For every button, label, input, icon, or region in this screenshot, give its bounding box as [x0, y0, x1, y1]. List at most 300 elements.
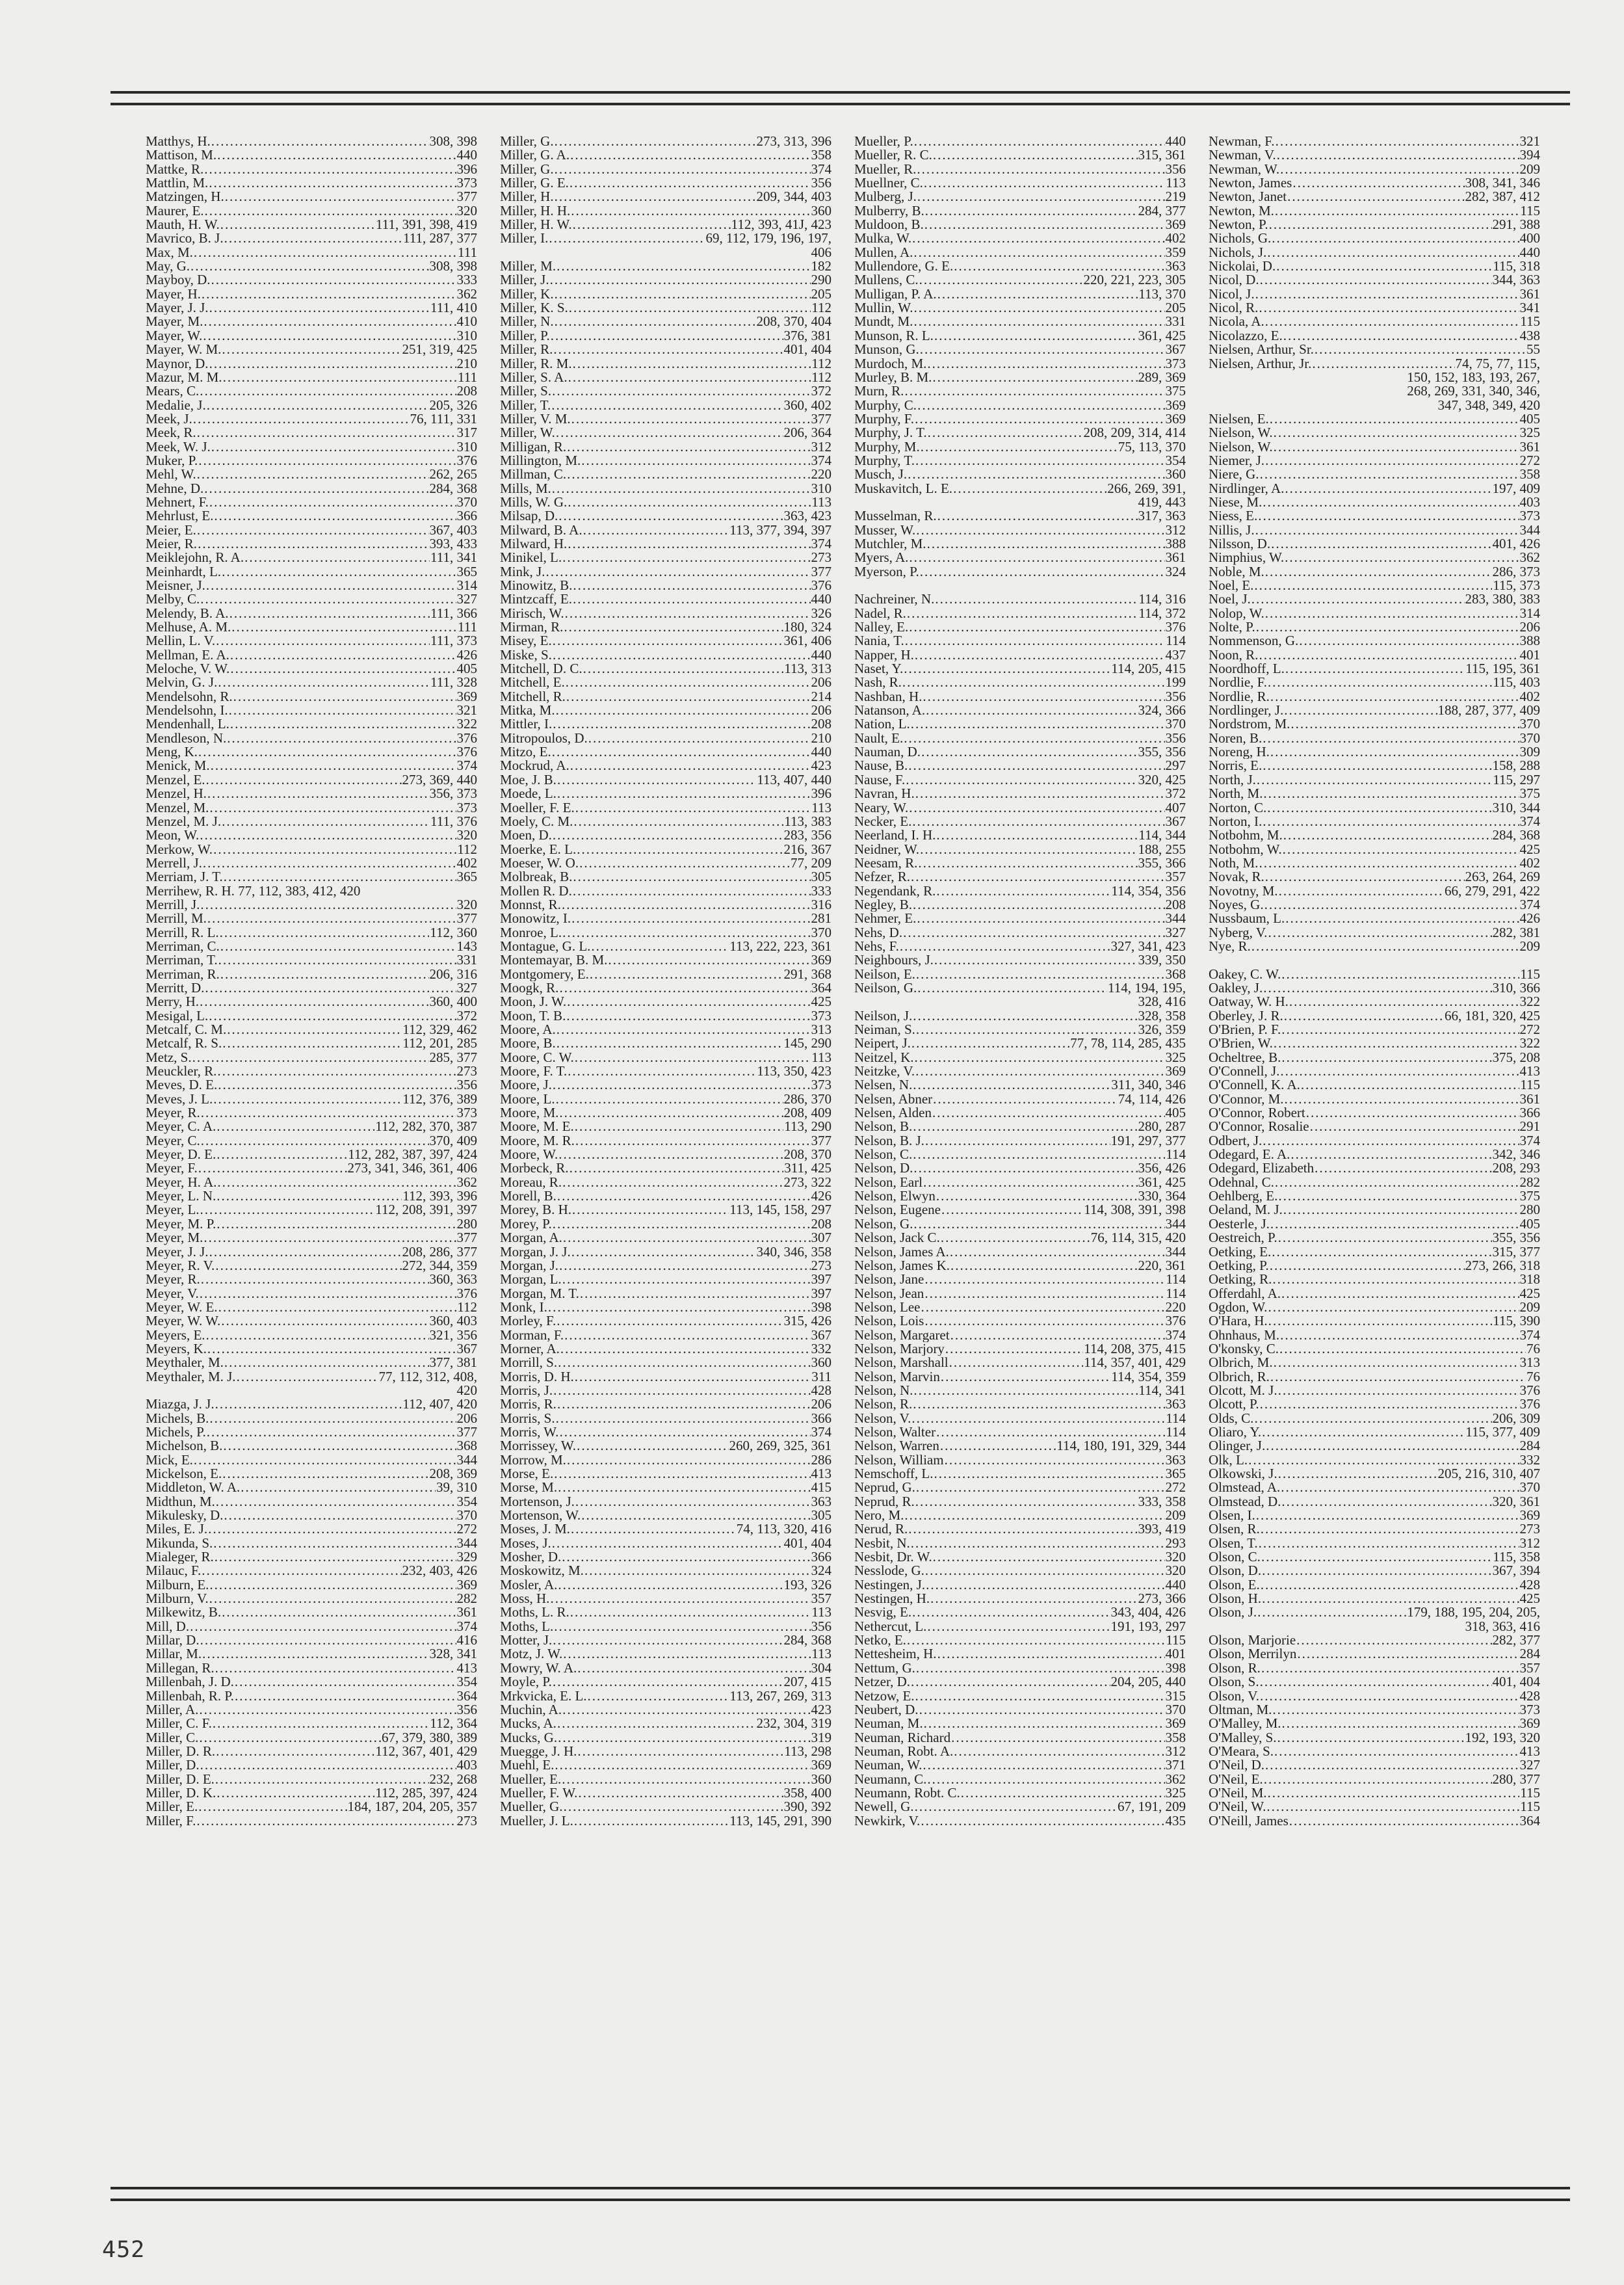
entry-pages: 113, 350, 423: [757, 1064, 832, 1079]
entry-name: Muldoon, B.: [854, 218, 924, 232]
entry-name: Nielson, W.: [1209, 426, 1273, 440]
entry-pages: 419, 443: [1138, 495, 1186, 510]
dot-leader: [216, 1148, 347, 1161]
dot-leader: [566, 676, 811, 689]
dot-leader: [927, 537, 1165, 551]
entry-pages: 360, 403: [429, 1314, 477, 1328]
dot-leader: [1281, 968, 1519, 981]
index-entry: [146, 537, 477, 551]
dot-leader: [915, 787, 1165, 800]
entry-name: Morris, J.: [500, 1383, 553, 1398]
index-entry: [500, 1800, 832, 1814]
index-entry: [500, 1731, 832, 1745]
entry-name: Miller, G.: [500, 135, 554, 149]
entry-pages: 320: [1165, 1550, 1186, 1565]
index-entry: [1209, 1689, 1540, 1703]
entry-name: Nordlinger, J.: [1209, 704, 1284, 718]
index-entry: [146, 551, 477, 564]
index-entry: [146, 1064, 477, 1078]
index-entry: [146, 1189, 477, 1203]
entry-pages: 332: [1519, 1453, 1540, 1467]
dot-leader: [557, 1023, 811, 1037]
entry-pages: 232, 304, 319: [756, 1717, 832, 1731]
index-entry: [1209, 301, 1540, 315]
dot-leader: [194, 246, 457, 259]
index-entry: [146, 1522, 477, 1536]
index-entry: [1209, 1176, 1540, 1189]
dot-leader: [577, 1745, 783, 1758]
entry-name: Nordstrom, M.: [1209, 717, 1290, 732]
index-entry: [854, 1037, 1186, 1050]
dot-leader: [573, 357, 811, 371]
entry-pages: 115, 195, 361: [1465, 662, 1540, 676]
entry-name: Neprud, G.: [854, 1481, 915, 1495]
entry-pages: 74, 113, 320, 416: [736, 1522, 832, 1537]
dot-leader: [216, 1217, 456, 1231]
dot-leader: [1274, 1356, 1519, 1369]
entry-pages: 359: [1165, 245, 1186, 260]
entry-pages: 371: [1165, 1758, 1186, 1773]
index-entry: [500, 607, 832, 620]
entry-pages: 312: [1519, 1536, 1540, 1551]
entry-pages: 67, 191, 209: [1118, 1800, 1186, 1814]
index-entry: [854, 1370, 1186, 1384]
dot-leader: [920, 343, 1165, 356]
entry-name: O'Connor, M.: [1209, 1092, 1284, 1107]
entry-pages: 428: [1519, 1578, 1540, 1592]
entry-name: Morris, D. H.: [500, 1369, 574, 1384]
index-entry: [854, 1689, 1186, 1703]
entry-name: Morrow, M.: [500, 1453, 566, 1467]
entry-pages: 377: [456, 912, 477, 926]
dot-leader: [1278, 1384, 1519, 1397]
entry-pages: 282: [1519, 1175, 1540, 1190]
dot-leader: [1277, 1731, 1465, 1745]
entry-name: O'Neil, M.: [1209, 1786, 1267, 1801]
dot-leader: [567, 468, 810, 481]
index-entry: [146, 1051, 477, 1064]
entry-pages: 310: [811, 481, 832, 495]
dot-leader: [915, 1800, 1117, 1814]
index-entry: [854, 1064, 1186, 1078]
entry-pages: 114, 372: [1138, 606, 1186, 621]
entry-name: Meyer, R. V.: [146, 1258, 215, 1273]
entry-name: Meisner, J.: [146, 579, 205, 593]
dot-leader: [1285, 482, 1491, 495]
entry-name: Meyers, K.: [146, 1341, 207, 1356]
index-entry: [1209, 273, 1540, 287]
index-entry: [500, 1231, 832, 1245]
entry-pages: 311, 425: [784, 1161, 832, 1176]
entry-pages: 113, 267, 269, 313: [729, 1689, 832, 1703]
entry-name: Muskavitch, L. E.: [854, 481, 953, 495]
index-entry: [146, 218, 477, 231]
index-entry: [1209, 1717, 1540, 1730]
entry-name: Oltman, M.: [1209, 1702, 1272, 1717]
entry-pages: 403: [456, 1758, 477, 1773]
entry-pages: 111, 410: [430, 301, 477, 315]
entry-pages: 251, 319, 425: [402, 343, 477, 357]
index-entry: [500, 912, 832, 925]
dot-leader: [1265, 315, 1520, 328]
dot-leader: [193, 412, 410, 426]
entry-name: Navran, H.: [854, 787, 915, 801]
entry-pages: 397: [811, 1273, 832, 1287]
entry-name: Nielsen, E.: [1209, 412, 1269, 427]
index-entry: [854, 1161, 1186, 1175]
index-entry: [146, 1397, 477, 1411]
entry-pages: 341: [1519, 301, 1540, 315]
dot-leader: [1270, 1217, 1519, 1231]
entry-name: Noren, B.: [1209, 731, 1263, 746]
index-entry: [1209, 912, 1540, 925]
dot-leader: [1306, 1106, 1519, 1120]
index-entry: [146, 176, 477, 190]
entry-name: Neerland, I. H.: [854, 828, 936, 843]
entry-pages: 362: [1165, 1772, 1186, 1786]
entry-pages: 55: [1526, 343, 1540, 357]
entry-pages: 113, 145, 291, 390: [729, 1814, 832, 1828]
entry-name: Notbohm, W.: [1209, 842, 1282, 856]
entry-pages: 425: [1519, 842, 1540, 856]
dot-leader: [1264, 1773, 1492, 1786]
index-entry: [500, 884, 832, 898]
dot-leader: [553, 1217, 811, 1231]
index-entry: [854, 1023, 1186, 1037]
dot-leader: [224, 870, 456, 884]
dot-leader: [1285, 912, 1519, 925]
entry-name: Olcott, P.: [1209, 1397, 1259, 1412]
dot-leader: [1262, 1425, 1465, 1439]
index-entry: [854, 898, 1186, 912]
entry-pages: 308, 341, 346: [1465, 176, 1540, 191]
index-entry: [854, 1703, 1186, 1717]
entry-name: Olson, C.: [1209, 1550, 1261, 1565]
entry-name: Matzingen, H.: [146, 190, 224, 204]
entry-pages: 113: [811, 1050, 832, 1065]
dot-leader: [209, 1245, 402, 1259]
entry-pages: 402: [456, 856, 477, 871]
index-entry: [146, 870, 477, 884]
entry-pages: 369: [1165, 218, 1186, 232]
entry-pages: 113, 222, 223, 361: [729, 939, 832, 954]
entry-name: Milward, H.: [500, 536, 568, 551]
index-entry: [1209, 176, 1540, 190]
entry-name: Mayboy, D.: [146, 273, 211, 287]
entry-pages: 369: [456, 1578, 477, 1592]
entry-name: Moses, J.: [500, 1536, 551, 1551]
dot-leader: [564, 620, 783, 634]
entry-name: Muehl, E.: [500, 1758, 555, 1773]
dot-leader: [555, 135, 756, 148]
index-entry: [854, 1009, 1186, 1023]
entry-name: Odbert, J.: [1209, 1133, 1263, 1148]
entry-pages: 111, 391, 398, 419: [376, 218, 477, 232]
dot-leader: [1268, 1786, 1520, 1800]
entry-pages: 291: [1519, 1120, 1540, 1134]
index-entry: [854, 231, 1186, 245]
index-entry: [146, 1578, 477, 1592]
dot-leader: [913, 1217, 1164, 1231]
index-entry: [146, 828, 477, 842]
index-entry: [1209, 1037, 1540, 1050]
index-entry: [1209, 1481, 1540, 1494]
dot-leader: [1263, 732, 1519, 745]
entry-pages: 112, 407, 420: [402, 1397, 477, 1412]
index-entry: [146, 231, 477, 245]
entry-name: Noon, R.: [1209, 648, 1259, 663]
entry-name: Merriman, T.: [146, 953, 218, 968]
entry-pages: 282, 387, 412: [1465, 190, 1540, 204]
dot-leader: [1265, 870, 1465, 884]
dot-leader: [578, 1786, 783, 1800]
dot-leader: [555, 190, 756, 204]
entry-pages: 76, 114, 315, 420: [1090, 1231, 1186, 1245]
dot-leader: [933, 1092, 1118, 1106]
entry-pages: 208: [811, 717, 832, 732]
entry-name: Max, M.: [146, 245, 193, 260]
entry-name: Mueller, R. C.: [854, 148, 932, 163]
dot-leader: [1268, 1301, 1519, 1314]
dot-leader: [216, 634, 430, 648]
entry-pages: 435: [1165, 1814, 1186, 1828]
index-entry: [146, 1203, 477, 1217]
entry-name: Moore, F. T.: [500, 1064, 568, 1079]
entry-name: Oakley, J.: [1209, 981, 1263, 996]
dot-leader: [220, 968, 429, 981]
dot-leader: [204, 482, 428, 495]
dot-leader: [961, 1786, 1165, 1800]
dot-leader: [217, 1064, 456, 1078]
entry-pages: 401, 404: [783, 343, 832, 357]
entry-name: Moely, C. M.: [500, 814, 573, 829]
index-entry: [854, 135, 1186, 148]
dot-leader: [911, 870, 1164, 884]
entry-name: Nesbit, N.: [854, 1536, 910, 1551]
entry-name: Myerson, P.: [854, 564, 919, 579]
entry-pages: 285, 377: [429, 1050, 477, 1065]
entry-name: Morman, F.: [500, 1328, 564, 1342]
entry-pages: 373: [456, 800, 477, 815]
dot-leader: [558, 1481, 810, 1494]
index-entry: [500, 523, 832, 537]
entry-pages: 114: [1166, 1273, 1186, 1287]
dot-leader: [954, 259, 1164, 273]
dot-leader: [1275, 1176, 1519, 1189]
entry-pages: 112: [811, 370, 832, 385]
entry-name: Mortenson, W.: [500, 1509, 581, 1523]
entry-pages: 209: [1519, 162, 1540, 177]
entry-pages: 327: [456, 981, 477, 996]
entry-pages: 284, 377: [1138, 204, 1186, 218]
entry-name: Morgan, A.: [500, 1231, 562, 1245]
dot-leader: [552, 482, 811, 495]
entry-pages: 112, 393, 41J, 423: [731, 218, 832, 232]
entry-pages: 413: [811, 1467, 832, 1481]
entry-pages: 356: [811, 176, 832, 191]
dot-leader: [231, 620, 457, 634]
entry-name: Meyer, M.: [146, 1231, 203, 1245]
index-entry: [1209, 468, 1540, 481]
entry-pages: 280, 377: [1492, 1772, 1540, 1786]
dot-leader: [916, 1661, 1165, 1675]
entry-name: Milligan, R.: [500, 440, 567, 454]
entry-name: Nicol, D.: [1209, 273, 1259, 287]
dot-leader: [1260, 1675, 1492, 1689]
entry-pages: 377: [811, 412, 832, 427]
dot-leader: [583, 662, 784, 676]
entry-pages: 367: [811, 1328, 832, 1342]
entry-pages: 428: [1519, 1689, 1540, 1703]
index-entry: [1209, 787, 1540, 800]
entry-name: Odehnal, C.: [1209, 1175, 1274, 1190]
bottom-double-rule: [111, 2187, 1570, 2201]
dot-leader: [1257, 773, 1492, 787]
entry-pages: 114, 341: [1138, 1383, 1186, 1398]
entry-name: Moses, J. M.: [500, 1522, 570, 1537]
dot-leader: [202, 287, 456, 301]
index-entry: [500, 537, 832, 551]
dot-leader: [235, 1675, 456, 1689]
dot-leader: [915, 1495, 1138, 1509]
dot-leader: [230, 648, 456, 662]
index-entry: [500, 1564, 832, 1578]
dot-leader: [570, 148, 810, 162]
page-number: 452: [102, 2237, 146, 2263]
entry-name: Neuman, W.: [854, 1758, 923, 1773]
index-entry: [854, 1342, 1186, 1356]
entry-pages: 333, 358: [1138, 1494, 1186, 1509]
entry-pages: 318: [1519, 1273, 1540, 1287]
entry-name: Mutchler, M.: [854, 536, 926, 551]
index-entry: [854, 704, 1186, 717]
entry-pages: 112, 285, 397, 424: [375, 1786, 477, 1801]
entry-name: Olkowski, J.: [1209, 1467, 1277, 1481]
entry-name: Mitzo, E.: [500, 745, 551, 759]
index-entry: [854, 329, 1186, 343]
entry-name: Ogdon, W.: [1209, 1300, 1268, 1315]
dot-leader: [1262, 1564, 1491, 1578]
entry-pages: 370: [456, 495, 477, 510]
entry-pages: 360: [811, 1356, 832, 1370]
dot-leader: [1276, 135, 1519, 148]
index-entry: [854, 1773, 1186, 1786]
entry-pages: 312: [811, 440, 832, 454]
entry-name: Moore, M.: [500, 1106, 559, 1120]
index-entry: [854, 190, 1186, 204]
dot-leader: [213, 1717, 429, 1730]
entry-name: Merrell, J.: [146, 856, 202, 871]
entry-pages: 209: [1165, 1509, 1186, 1523]
entry-pages: 114, 194, 195,: [1108, 981, 1186, 996]
entry-name: Nordlie, F.: [1209, 676, 1267, 690]
index-entry: [854, 1106, 1186, 1120]
index-entry: [146, 662, 477, 676]
entry-name: Miller, J.: [500, 273, 549, 287]
dot-leader: [913, 1397, 1164, 1411]
entry-pages: 220, 221, 223, 305: [1083, 273, 1186, 287]
dot-leader: [241, 1481, 436, 1494]
entry-name: Murn, R.: [854, 384, 904, 399]
dot-leader: [568, 495, 811, 509]
dot-leader: [1270, 412, 1519, 426]
dot-leader: [1264, 898, 1519, 912]
entry-name: Neidner, W.: [854, 842, 920, 856]
entry-name: Mick, E.: [146, 1453, 193, 1467]
entry-pages: 114: [1166, 1411, 1186, 1425]
index-entry: [146, 1745, 477, 1758]
dot-leader: [572, 1203, 729, 1217]
entry-name: Moore, M. R.: [500, 1133, 575, 1148]
index-entry: [500, 1370, 832, 1384]
entry-pages: 208, 369: [429, 1467, 477, 1481]
index-entry: [500, 384, 832, 398]
dot-leader: [608, 953, 810, 967]
entry-name: Morse, M.: [500, 1481, 558, 1495]
index-entry: [500, 579, 832, 592]
dot-leader: [559, 1425, 810, 1439]
entry-pages: 428: [811, 1383, 832, 1398]
entry-name: Morbeck, R.: [500, 1161, 569, 1176]
dot-leader: [1292, 176, 1464, 190]
entry-name: Meyer, R.: [146, 1106, 200, 1120]
entry-pages: 115: [1520, 1800, 1540, 1814]
index-entry: [854, 565, 1186, 579]
index-entry: [500, 509, 832, 523]
dot-leader: [925, 204, 1138, 218]
index-entry: [854, 301, 1186, 315]
entry-pages: 394: [1519, 148, 1540, 163]
entry-pages: 284, 368: [429, 481, 477, 495]
dot-leader: [558, 1578, 783, 1592]
entry-pages: 143: [456, 939, 477, 954]
entry-pages: 344: [1519, 523, 1540, 537]
entry-pages: 388: [1519, 634, 1540, 648]
entry-name: Olds, C.: [1209, 1411, 1254, 1425]
entry-name: Miller, C. F.: [146, 1717, 212, 1731]
index-entry: [146, 1412, 477, 1425]
index-entry: [1209, 1134, 1540, 1148]
entry-pages: 77, 209: [791, 856, 832, 871]
entry-pages: 405: [1165, 1106, 1186, 1120]
entry-name: Meyer, D. E.: [146, 1148, 216, 1162]
entry-pages: 76: [1526, 1369, 1540, 1384]
entry-name: Morell, B.: [500, 1189, 557, 1204]
top-double-rule: [111, 91, 1570, 105]
entry-name: O'Malley, S.: [1209, 1730, 1277, 1745]
entry-pages: 355, 366: [1138, 856, 1186, 871]
entry-name: Melhuse, A. M.: [146, 620, 231, 635]
index-entry: [146, 1592, 477, 1605]
entry-name: Mendelsohn, I.: [146, 704, 228, 718]
entry-name: Miller, T.: [500, 398, 551, 412]
index-entry: [146, 815, 477, 828]
entry-pages: 310, 366: [1492, 981, 1540, 996]
entry-name: Milburn, V.: [146, 1592, 209, 1606]
entry-pages: 402: [1519, 689, 1540, 704]
index-entry: [146, 135, 477, 148]
entry-pages: 115: [1166, 1633, 1186, 1648]
index-entry: [500, 231, 832, 245]
index-entry: [500, 676, 832, 689]
entry-name: Meek, W. J.: [146, 440, 211, 454]
index-entry: [1209, 704, 1540, 717]
entry-pages: 115, 377, 409: [1465, 1425, 1540, 1440]
index-entry: [854, 454, 1186, 468]
entry-pages: 220: [811, 468, 832, 482]
index-entry: [854, 509, 1186, 523]
index-entry: [854, 759, 1186, 773]
